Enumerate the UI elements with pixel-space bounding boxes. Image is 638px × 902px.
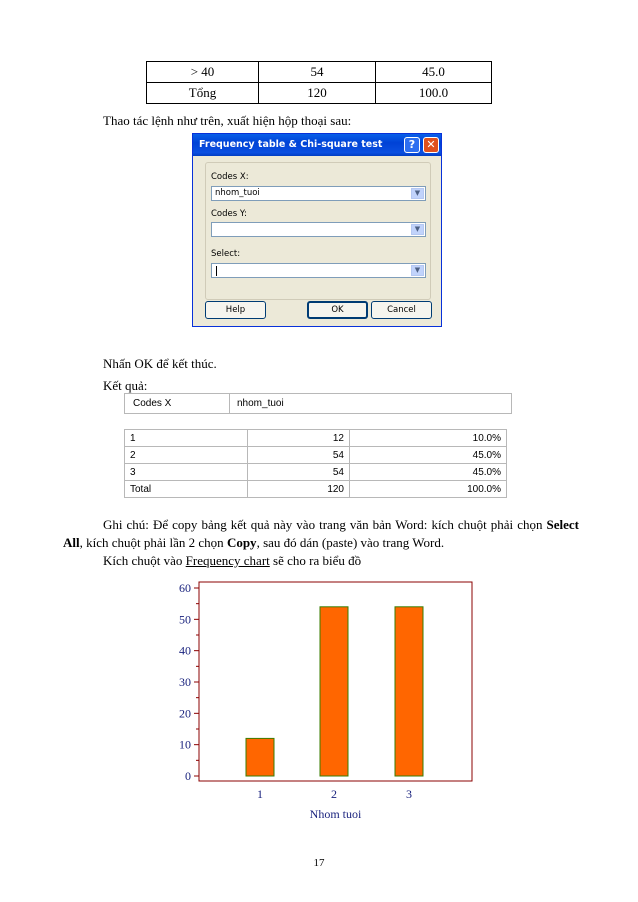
chevron-down-icon[interactable]: ▼ bbox=[411, 188, 424, 199]
table-cell: 45.0% bbox=[350, 464, 507, 481]
note-text: , sau đó dán (paste) vào trang Word. bbox=[256, 535, 445, 550]
close-icon[interactable]: ✕ bbox=[423, 137, 439, 153]
dialog-title: Frequency table & Chi-square test bbox=[199, 139, 383, 150]
help-icon[interactable]: ? bbox=[404, 137, 420, 153]
table-cell: 54 bbox=[248, 447, 350, 464]
frequency-chart-link[interactable]: Frequency chart bbox=[185, 553, 270, 568]
help-button[interactable]: Help bbox=[205, 301, 266, 319]
note-copy: Copy bbox=[226, 535, 257, 550]
chart-intro-text: Kích chuột vào bbox=[103, 553, 186, 568]
results-table bbox=[124, 429, 507, 498]
table-row bbox=[125, 430, 507, 447]
table-cell: 3 bbox=[125, 464, 248, 481]
paragraph-press-ok: Nhấn OK để kết thúc. bbox=[103, 356, 217, 371]
table-row bbox=[125, 447, 507, 464]
y-tick-label: 60 bbox=[179, 581, 191, 595]
table-row bbox=[147, 62, 492, 83]
chart-intro-text: sẽ cho ra biểu đồ bbox=[269, 553, 362, 568]
paragraph-dialog-intro: Thao tác lệnh như trên, xuất hiện hộp thoại sau: bbox=[103, 113, 352, 128]
codes-x-value: nhom_tuoi bbox=[215, 188, 260, 198]
x-tick-label: 1 bbox=[257, 787, 263, 801]
y-tick-label: 0 bbox=[185, 769, 191, 783]
paragraph-note-cont bbox=[63, 534, 444, 551]
paragraph-note bbox=[103, 516, 579, 533]
table-row bbox=[147, 83, 492, 104]
table-cell: 120 bbox=[248, 481, 350, 498]
note-text: Ghi chú: Để copy bảng kết quả này vào trang văn bản Word: kích chuột phải chọn bbox=[103, 517, 547, 532]
select-input[interactable] bbox=[211, 263, 426, 278]
frequency-dialog bbox=[192, 133, 442, 327]
y-tick-label: 10 bbox=[179, 737, 191, 752]
paragraph-result-label: Kết quả: bbox=[103, 378, 148, 393]
table-cell: 100.0 bbox=[376, 83, 492, 104]
note-select: Select bbox=[546, 517, 579, 532]
results-header-label: Codes X bbox=[133, 398, 172, 409]
select-label: Select: bbox=[211, 249, 241, 259]
table-cell: Total bbox=[125, 481, 248, 498]
table-cell: > 40 bbox=[147, 62, 259, 83]
summary-table bbox=[146, 61, 492, 104]
y-tick-label: 50 bbox=[179, 612, 191, 627]
x-tick-label: 3 bbox=[406, 787, 412, 801]
table-row bbox=[125, 464, 507, 481]
table-cell: 12 bbox=[248, 430, 350, 447]
y-tick-label: 20 bbox=[179, 706, 191, 721]
y-tick-label: 30 bbox=[179, 675, 191, 689]
table-cell: 100.0% bbox=[350, 481, 507, 498]
table-cell: 54 bbox=[259, 62, 376, 83]
codes-x-select[interactable] bbox=[211, 186, 426, 201]
bar-2 bbox=[320, 607, 348, 776]
x-tick-label: 2 bbox=[331, 787, 337, 801]
table-cell: 45.0 bbox=[376, 62, 492, 83]
bar-1 bbox=[246, 738, 274, 776]
bar-3 bbox=[395, 607, 423, 776]
ok-button[interactable]: OK bbox=[307, 301, 368, 319]
codes-x-label: Codes X: bbox=[211, 172, 249, 182]
table-cell: 10.0% bbox=[350, 430, 507, 447]
note-text: , kích chuột phải lần 2 chọn bbox=[79, 535, 227, 550]
dialog-titlebar bbox=[193, 134, 441, 156]
cancel-button[interactable]: Cancel bbox=[371, 301, 432, 319]
page-number: 17 bbox=[313, 857, 325, 869]
table-cell: 1 bbox=[125, 430, 248, 447]
codes-y-label: Codes Y: bbox=[211, 209, 247, 219]
note-all: All bbox=[63, 535, 80, 550]
x-axis-label: Nhom tuoi bbox=[309, 807, 362, 821]
chevron-down-icon[interactable]: ▼ bbox=[411, 224, 424, 235]
results-header-value: nhom_tuoi bbox=[237, 398, 284, 409]
paragraph-chart-intro bbox=[103, 552, 361, 569]
frequency-chart bbox=[150, 578, 480, 828]
y-tick-label: 40 bbox=[179, 643, 191, 658]
text-caret bbox=[216, 266, 217, 276]
table-row bbox=[125, 481, 507, 498]
results-header bbox=[124, 393, 512, 414]
divider bbox=[229, 394, 230, 413]
table-cell: 54 bbox=[248, 464, 350, 481]
table-cell: 45.0% bbox=[350, 447, 507, 464]
table-cell: 120 bbox=[259, 83, 376, 104]
chevron-down-icon[interactable]: ▼ bbox=[411, 265, 424, 276]
codes-y-select[interactable] bbox=[211, 222, 426, 237]
table-cell: 2 bbox=[125, 447, 248, 464]
table-cell: Tổng bbox=[147, 83, 259, 104]
